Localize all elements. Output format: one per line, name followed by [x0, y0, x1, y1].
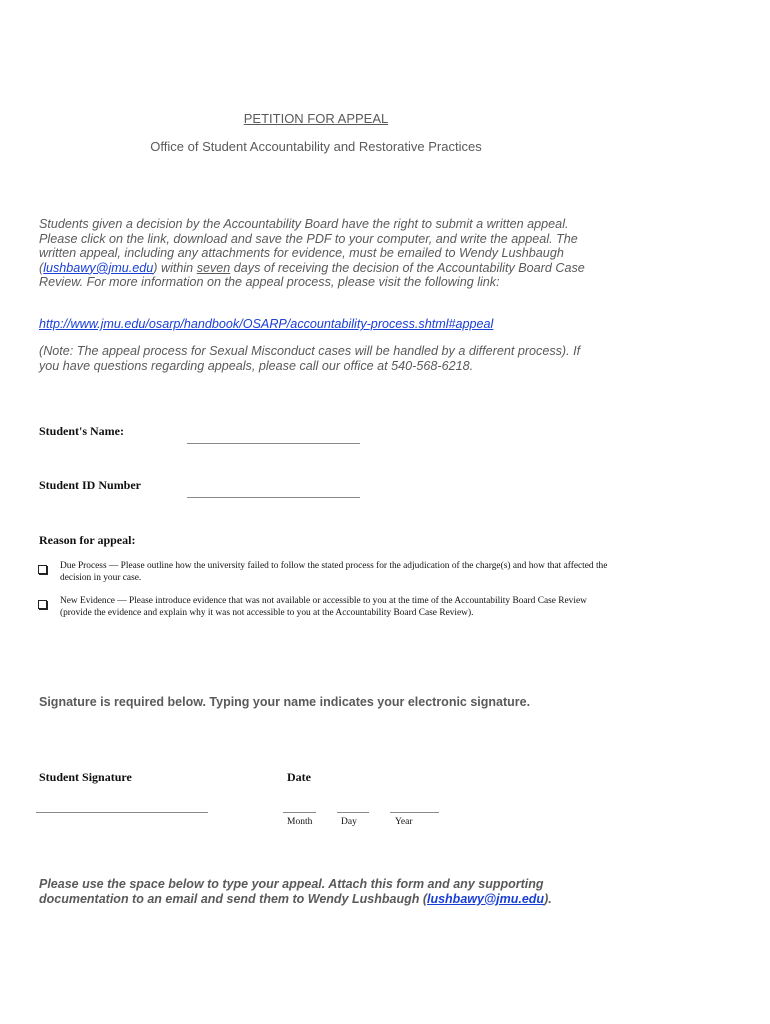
email-link[interactable]: lushbawy@jmu.edu — [43, 260, 154, 275]
page-subtitle: Office of Student Accountability and Restorative Practices — [150, 139, 482, 154]
closing-text-1: Please use the space below to type your appeal. Attach this form and any supporting documentation to an email and send them to Wendy Lushbaugh ( — [39, 877, 544, 906]
new-evidence-option: New Evidence — Please introduce evidence that was not available or accessible to you at the time of the Accountability Board Case Review (provide the evidence and explain why it was not accessible to you at the Accountability Board Case Review). — [60, 596, 587, 618]
closing-instructions — [39, 877, 609, 906]
student-name-label: Student's Name: — [39, 424, 125, 438]
intro-text-1: Students given a decision by the Accountability Board have the right to submit a written appeal. Please click on the link, download and save the PDF to your computer, and write the appeal. The written appeal, including any attachments for evidence, must be emailed to Wendy Lushbaugh ( — [39, 217, 578, 275]
appeal-link-line — [39, 317, 599, 332]
date-year-field[interactable] — [390, 812, 439, 813]
page-title: PETITION FOR APPEAL — [243, 111, 389, 126]
date-label: Date — [287, 770, 311, 784]
note-paragraph: (Note: The appeal process for Sexual Misconduct cases will be handled by a different process). If you have questions regarding appeals, please call our office at 540-568-6218. — [39, 344, 581, 373]
intro-text-3: days of receiving the decision of the Accountability Board Case Review. For more information on the appeal process, please visit the following link: — [39, 260, 585, 290]
appeal-process-link[interactable]: http://www.jmu.edu/osarp/handbook/OSARP/accountability-process.shtml#appeal — [39, 317, 494, 331]
student-signature-label: Student Signature — [39, 770, 132, 784]
month-label: Month — [287, 817, 313, 827]
due-process-option: Due Process — Please outline how the university failed to follow the stated process for the adjudication of the charge(s) and how that affected the decision in your case. — [60, 561, 608, 583]
date-month-field[interactable] — [283, 812, 316, 813]
year-label: Year — [395, 817, 413, 827]
due-process-checkbox[interactable] — [38, 565, 47, 574]
student-id-field[interactable] — [187, 497, 360, 498]
intro-text-2: ) within — [153, 260, 197, 275]
day-label: Day — [341, 817, 357, 827]
date-day-field[interactable] — [337, 812, 369, 813]
student-signature-field[interactable] — [36, 812, 208, 813]
closing-email-link[interactable]: lushbawy@jmu.edu — [426, 891, 545, 906]
student-name-field[interactable] — [187, 443, 360, 444]
signature-notice: Signature is required below. Typing your name indicates your electronic signature. — [39, 695, 531, 709]
new-evidence-checkbox[interactable] — [38, 600, 47, 609]
intro-paragraph — [39, 217, 599, 290]
closing-text-2: ). — [544, 891, 552, 906]
intro-days: seven — [196, 260, 231, 275]
student-id-label: Student ID Number — [39, 478, 142, 492]
reason-label: Reason for appeal: — [39, 533, 136, 547]
